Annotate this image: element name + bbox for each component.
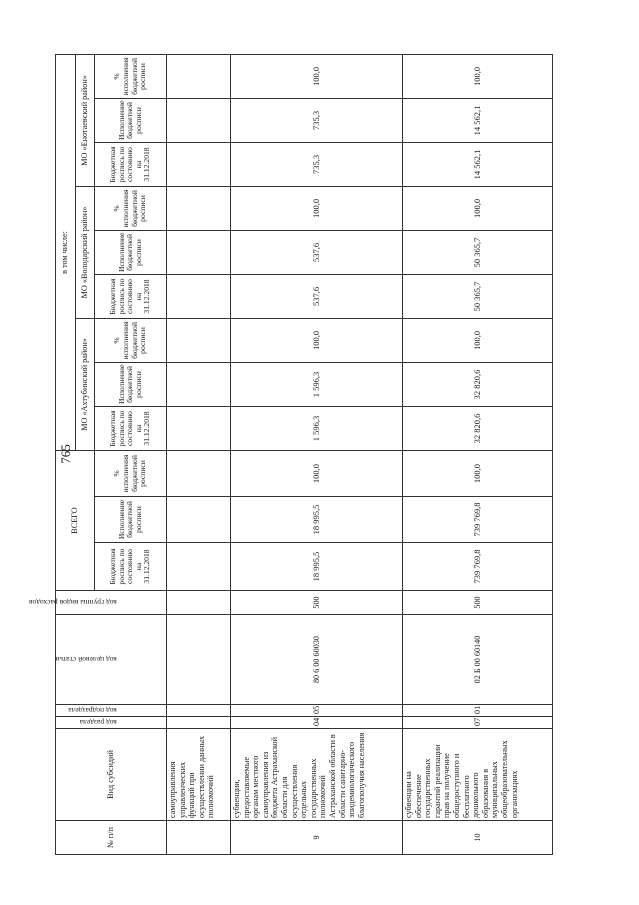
header-podrazdel: код подраздела (56, 705, 167, 717)
cell-value: 100,0 (231, 186, 403, 230)
cell-value: 537,6 (231, 230, 403, 274)
cell-value: 32 820,6 (403, 362, 553, 406)
header-kind: Вид субсидий (56, 729, 167, 821)
cell-value: 1 596,3 (231, 406, 403, 450)
header-pct: % исполнения бюджетной росписи (95, 318, 167, 362)
header-pct: % исполнения бюджетной росписи (95, 186, 167, 230)
row-kind: субвенции на обеспечение государственных гарантий реализации прав на получение общедоступного и бесплатного дошкольного образования в муниципальных общеобразовательных организациях (403, 729, 553, 821)
cell-value (167, 186, 231, 230)
cell-value: 739 769,8 (403, 543, 553, 591)
cell-value (167, 362, 231, 406)
header-num: № п/п (56, 821, 167, 855)
cell-value (167, 406, 231, 450)
header-plan: Бюджетная роспись по состоянию на 31.12.2018 (95, 274, 167, 318)
cell-value: 735,3 (231, 98, 403, 142)
header-row-1 (56, 54, 76, 854)
cell-value (167, 543, 231, 591)
header-mo-3: МО «Енотаевский район» (75, 54, 95, 186)
header-v-tom-chisle: в том числе: (56, 54, 76, 450)
row-podrazdel: 05 (231, 705, 403, 717)
row-podrazdel: 01 (403, 705, 553, 717)
row-vid: 500 (403, 591, 553, 615)
header-vsego: ВСЕГО (56, 450, 95, 590)
cell-value: 14 562,1 (403, 98, 553, 142)
cell-value (167, 318, 231, 362)
row-tselevaya: 02 Б 00 60140 (403, 615, 553, 705)
table-row (231, 54, 403, 854)
row-kind: самоуправления управленческих функций при осуществлении данных полномочий (167, 729, 231, 821)
row-num (167, 821, 231, 855)
row-num: 9 (231, 821, 403, 855)
cell-value (167, 54, 231, 98)
cell-value (167, 142, 231, 186)
cell-value: 14 562,1 (403, 142, 553, 186)
row-num: 10 (403, 821, 553, 855)
cell-value: 100,0 (231, 318, 403, 362)
row-vid (167, 591, 231, 615)
row-tselevaya: 80 6 00 60030 (231, 615, 403, 705)
header-plan: Бюджетная роспись по состоянию на 31.12.2018 (95, 406, 167, 450)
cell-value: 50 365,7 (403, 274, 553, 318)
row-razdel (167, 717, 231, 729)
header-fact: Исполнение бюджетной росписи (95, 362, 167, 406)
cell-value: 18 995,5 (231, 497, 403, 543)
header-tselevaya: код целевой статьи (56, 615, 167, 705)
cell-value: 100,0 (231, 450, 403, 496)
cell-value: 100,0 (403, 186, 553, 230)
cell-value: 18 995,5 (231, 543, 403, 591)
cell-value (167, 98, 231, 142)
table-row (403, 54, 553, 854)
cell-value: 100,0 (403, 54, 553, 98)
header-pct: % исполнения бюджетной росписи (95, 450, 167, 496)
header-razdel: код раздела (56, 717, 167, 729)
row-vid: 500 (231, 591, 403, 615)
header-mo-2: МО «Володарский район» (75, 186, 95, 318)
header-fact: Исполнение бюджетной росписи (95, 497, 167, 543)
cell-value (167, 497, 231, 543)
row-kind: субвенции, предоставляемые органам местного самоуправления из бюджета Астраханской области для осуществления отдельных государственных полномочий Астраханской области в области санитарно-эпидемиологического благополучия населения (231, 729, 403, 821)
rotated-table-wrapper (29, 55, 595, 855)
header-plan: Бюджетная роспись по состоянию на 31.12.2018 (95, 142, 167, 186)
cell-value: 1 596,3 (231, 362, 403, 406)
table-row (167, 54, 231, 854)
cell-value: 100,0 (403, 450, 553, 496)
cell-value (167, 450, 231, 496)
cell-value: 100,0 (403, 318, 553, 362)
header-pct: % исполнения бюджетной росписи (95, 54, 167, 98)
cell-value (167, 230, 231, 274)
row-razdel: 07 (403, 717, 553, 729)
cell-value: 100,0 (231, 54, 403, 98)
cell-value: 50 365,7 (403, 230, 553, 274)
row-podrazdel (167, 705, 231, 717)
row-razdel: 04 (231, 717, 403, 729)
header-fact: Исполнение бюджетной росписи (95, 230, 167, 274)
cell-value: 537,6 (231, 274, 403, 318)
header-vid-rashodov: код группы видов расходов (56, 591, 167, 615)
header-fact: Исполнение бюджетной росписи (95, 98, 167, 142)
row-tselevaya (167, 615, 231, 705)
cell-value (167, 274, 231, 318)
subsidy-table (29, 54, 553, 855)
cell-value: 735,3 (231, 142, 403, 186)
header-mo-1: МО «Ахтубинский район» (75, 318, 95, 450)
cell-value: 739 769,8 (403, 497, 553, 543)
page-number: 765 (58, 444, 73, 464)
cell-value: 32 820,6 (403, 406, 553, 450)
header-plan: Бюджетная роспись по состоянию на 31.12.2018 (95, 543, 167, 591)
